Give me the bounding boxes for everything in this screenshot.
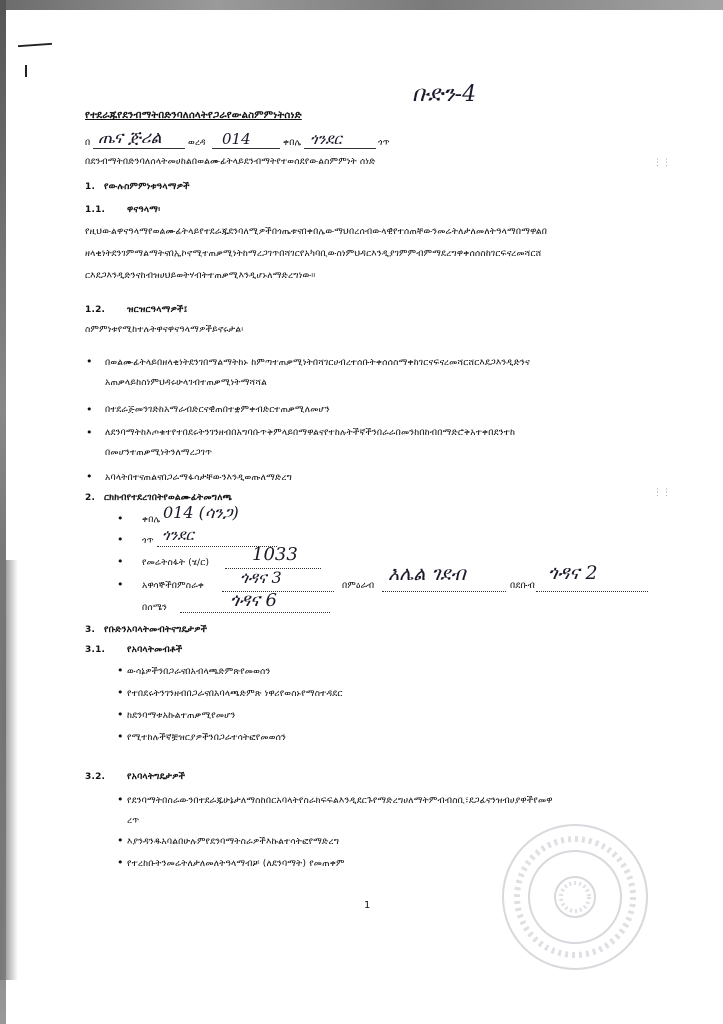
stamp-ring-texture	[504, 826, 646, 968]
fill-line	[304, 148, 376, 149]
section-3-2-number: 3.2.	[85, 772, 106, 782]
list-item: እያንዳንዱአባልበሁሉምየደንባማትስራዎችእኩልተሳትፎየማድረግ	[127, 837, 340, 847]
list-item: የደንባማትበስራውንበተደራጁሁኔታለማስከበርአባላትየስራክፍፍልእንዲደርጉየማድረግሀለማትምብብስቢ፣ደጋፊናንዝብሀያዋችየመዋ	[127, 796, 553, 806]
section-2-title: ርክክብየተደረገበትየወልሙፊትመግለጫ	[104, 493, 233, 503]
handwritten-woreda: 014	[222, 130, 251, 148]
list-item: ለደንባማትከእጦቁተየተበደሩትንገንዘብበአግባቡጥቅምላይበማዋልናየተከሉትችኛችንበራራበመንከበከብበማድሮቅአተቀበደንተከ	[105, 428, 516, 438]
handwritten-area: 1033	[252, 544, 298, 565]
bullet-icon: •	[86, 470, 93, 483]
handwritten-neighbor-east: ጎዳና 3	[240, 568, 282, 587]
section-1-1-title: ዋናዓላማ፡	[127, 205, 161, 215]
section-1-1-number: 1.1.	[85, 205, 106, 215]
section-3-2-title: የአባላትግዴታዎች	[127, 772, 186, 782]
bullet-icon: •	[117, 555, 124, 568]
paragraph-line: ርእደጋእንዲድንናከብዝሀህይወትሃብትተጠቃሚእንዲሆኑለማድረግነው።	[85, 271, 316, 281]
list-item: የተረከቡትንመሬትለታለመለትዓላማብቻ (ለደንባማት) የመጠቀም	[127, 859, 345, 869]
document-title: የተደራጁየደንብማትበድንባለሰላትየጋራየውልስምምነትሰነድ	[85, 110, 302, 121]
list-item: የተበደሩትንገንዘብበጋራናበአባላጫድምጽ ነዋሪየወስኑየማስተዳደር	[127, 689, 343, 699]
field-label-kebele: ቀበሌ	[142, 515, 161, 525]
bullet-icon: •	[117, 834, 124, 847]
header-line-2: በደንብማትበድንባለሰላትመሀከልበወልሙፊትላይደንብማትየተወሰደየውልስምምነት ሰነድ	[85, 157, 376, 167]
field-label-west: በምዕራብ	[342, 581, 375, 591]
header-label-got: ጎጥ	[378, 138, 390, 148]
field-label-north: በደቡብ	[510, 581, 535, 591]
handwritten-kebele-detail: 014 (ሳንጋ)	[163, 503, 239, 522]
fill-line	[212, 148, 280, 149]
section-1-2-number: 1.2.	[85, 305, 106, 315]
bullet-icon: •	[117, 578, 124, 591]
bullet-icon: •	[86, 426, 93, 439]
fill-line	[382, 591, 506, 592]
scan-speck: ⋮⋮	[653, 158, 671, 168]
fill-line	[93, 148, 185, 149]
field-label-got: ጎጥ	[142, 536, 154, 546]
pen-mark	[25, 65, 27, 77]
section-1-title: የውሉስምምነቱዓላማዎች	[104, 182, 190, 192]
section-1-number: 1.	[85, 182, 96, 192]
list-item: ውሳኔዎችንበጋራናበአብላጫድምጽየመወሰን	[127, 667, 271, 677]
handwritten-neighbor-west: እሌል ገደብ	[388, 563, 466, 585]
paragraph-line: የዚህውልዋናዓላማየወልሙፊትላይየተደራጁደንባለሚዎችበጎጤቱናበቀበሌውማህበረሰብውላዊየተሰጠቸውንመሬትለታለመለትዓላማበማዋልበ	[85, 227, 548, 237]
fill-line	[180, 612, 330, 613]
bullet-icon: •	[117, 730, 124, 743]
list-item: በወልሙፊትላይበዘላቂነትደንገበማልማትከኑ ከምጣተጠቃሚነትበሻገርሀብረተሰቡትቀሰሰስማቀከገርናፍናረመሻርሸርእደጋእንዲድንና	[105, 358, 530, 368]
scan-shadow-left	[0, 560, 18, 980]
bullet-icon: •	[117, 686, 124, 699]
paragraph-line: ዘላቂነትደንገምማልማትናበኢኮኖሚተጠቃሚነትከማረጋገጥበሻገርየአካባቢውስነምህዳርእንዲያገምምብምማደረግዋቀሰሰስከገርፍናረመሻርሸ	[85, 249, 542, 259]
handwritten-neighbor-north: ጎዳና 2	[548, 562, 598, 584]
list-item: የሚተከሉችኛቿዝርያዎችንበጋራተሳትፎየመወሰን	[127, 733, 286, 743]
bullet-icon: •	[117, 512, 124, 525]
section-3-number: 3.	[85, 625, 96, 635]
field-label-east: አዋሳኞችበምስራቀ	[142, 581, 205, 591]
handwritten-kebele: ጎንደር	[310, 130, 342, 148]
official-stamp-icon	[502, 824, 648, 970]
scan-speck: ⋮⋮	[653, 488, 671, 498]
pen-mark	[18, 43, 52, 47]
section-3-1-title: የአባላትመብቶች	[127, 645, 183, 655]
handwritten-name: ጤና ጅሪል	[98, 128, 162, 148]
handwritten-group-label: ቡድን-4	[412, 82, 477, 107]
bullet-icon: •	[86, 403, 93, 416]
list-item: ከደንባማቱአኩልተጠቃሚየመሆን	[127, 711, 236, 721]
section-2-number: 2.	[85, 493, 96, 503]
list-item: አባላትበተናጠልናበጋራማፋሳታቸውንእንዲወጡለማድረግ	[105, 473, 293, 483]
list-item: ረጥ	[127, 816, 140, 826]
section-3-title: የቡድንአባላትመብትናግዴታዎች	[104, 625, 208, 635]
list-item: አጠቃላይከስነምህዳሩሁላገብተጠቃሚነትማሻሻል	[105, 378, 268, 388]
handwritten-neighbor-south: ጎዳና 6	[230, 590, 277, 611]
handwritten-got: ጎንደር	[162, 526, 194, 544]
header-label-woreda: ወረዳ	[188, 138, 206, 148]
bullet-icon: •	[117, 793, 124, 806]
section-3-1-number: 3.1.	[85, 645, 106, 655]
bullet-icon: •	[117, 533, 124, 546]
list-item: በተደራጅመንገድከአማራብድርናዊጠበተቋምቀብድርተጠቃሚለመሆን	[105, 405, 330, 415]
list-item: በመሆንተጠቃሚነትንለማረጋገጥ	[105, 448, 213, 458]
header-label-location: በ	[85, 138, 91, 148]
scan-edge-top	[0, 0, 723, 10]
field-label-south: በሰሜን	[142, 603, 168, 613]
bullet-icon: •	[117, 856, 124, 869]
fill-line	[536, 591, 648, 592]
bullet-icon: •	[117, 708, 124, 721]
section-1-2-intro: ስምምነቱየሚከተሉትዋናዋናዓላማዎችይኖሩታል፡	[85, 325, 244, 335]
header-label-kebele: ቀበሌ	[283, 138, 302, 148]
page-number: 1	[364, 900, 371, 911]
field-label-area: የመሬትስፋት (ሄ/ር)	[142, 558, 210, 568]
bullet-icon: •	[86, 355, 93, 368]
bullet-icon: •	[117, 664, 124, 677]
section-1-2-title: ዝርዝርዓላማዎች፤	[127, 305, 188, 315]
